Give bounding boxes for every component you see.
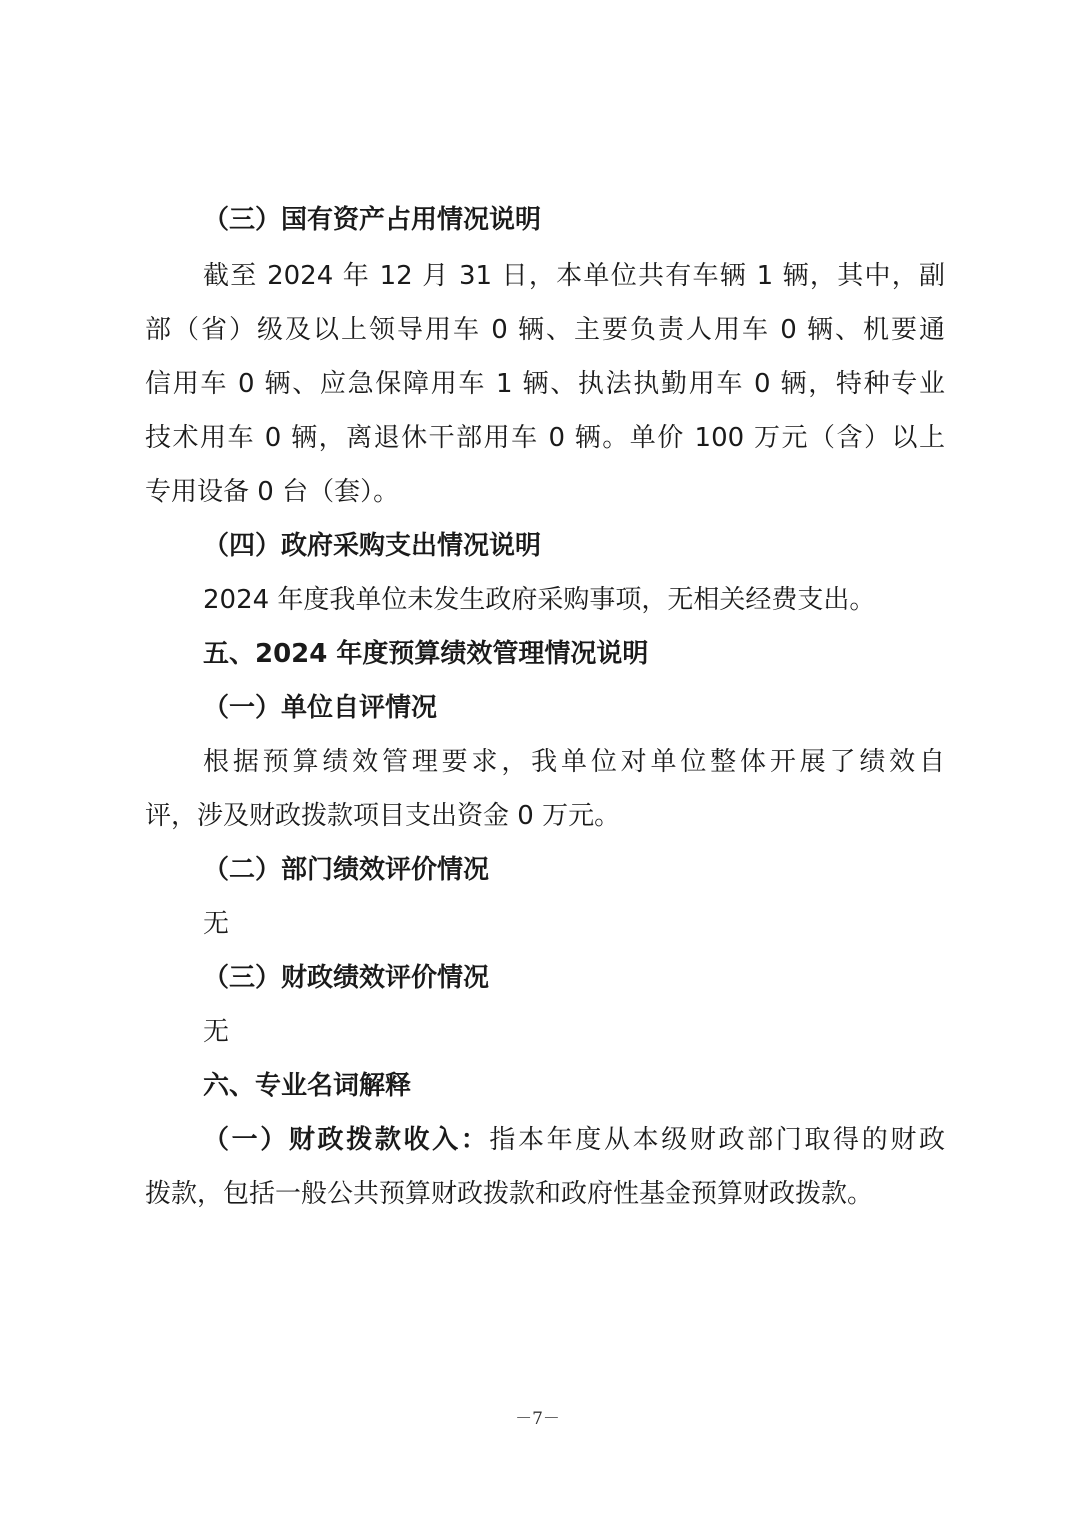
page-number: －7－ bbox=[515, 1409, 560, 1429]
subsection-heading-fiscal-evaluation: （三）财政绩效评价情况 bbox=[203, 963, 490, 993]
paragraph-line: 2024 年度我单位未发生政府采购事项，无相关经费支出。 bbox=[203, 585, 876, 615]
paragraph-line: 专用设备 0 台（套）。 bbox=[145, 477, 400, 507]
section-heading-performance: 五、2024 年度预算绩效管理情况说明 bbox=[203, 639, 649, 669]
paragraph-line: 截至 2024 年 12 月 31 日，本单位共有车辆 1 辆，其中，副 bbox=[203, 261, 945, 291]
paragraph-line: 拨款，包括一般公共预算财政拨款和政府性基金预算财政拨款。 bbox=[145, 1179, 874, 1209]
subsection-heading-self-evaluation: （一）单位自评情况 bbox=[203, 693, 438, 723]
paragraph-line: 技术用车 0 辆，离退休干部用车 0 辆。单价 100 万元（含）以上 bbox=[145, 423, 945, 453]
glossary-term: （一）财政拨款收入： bbox=[203, 1125, 490, 1155]
paragraph-line: 根据预算绩效管理要求，我单位对单位整体开展了绩效自 bbox=[203, 747, 945, 777]
glossary-entry-line bbox=[203, 1113, 945, 1167]
glossary-definition: 指本年度从本级财政部门取得的财政 bbox=[489, 1125, 945, 1155]
paragraph-line: 部（省）级及以上领导用车 0 辆、主要负责人用车 0 辆、机要通 bbox=[145, 315, 945, 345]
paragraph-line: 评，涉及财政拨款项目支出资金 0 万元。 bbox=[145, 801, 621, 831]
paragraph-line: 信用车 0 辆、应急保障用车 1 辆、执法执勤用车 0 辆，特种专业 bbox=[145, 369, 945, 399]
subsection-heading-dept-evaluation: （二）部门绩效评价情况 bbox=[203, 855, 490, 885]
paragraph-line: 无 bbox=[203, 909, 230, 939]
paragraph-line: 无 bbox=[203, 1017, 230, 1047]
section-heading-procurement: （四）政府采购支出情况说明 bbox=[203, 531, 542, 561]
section-heading-glossary: 六、专业名词解释 bbox=[203, 1071, 412, 1101]
section-heading-state-assets: （三）国有资产占用情况说明 bbox=[203, 205, 542, 235]
